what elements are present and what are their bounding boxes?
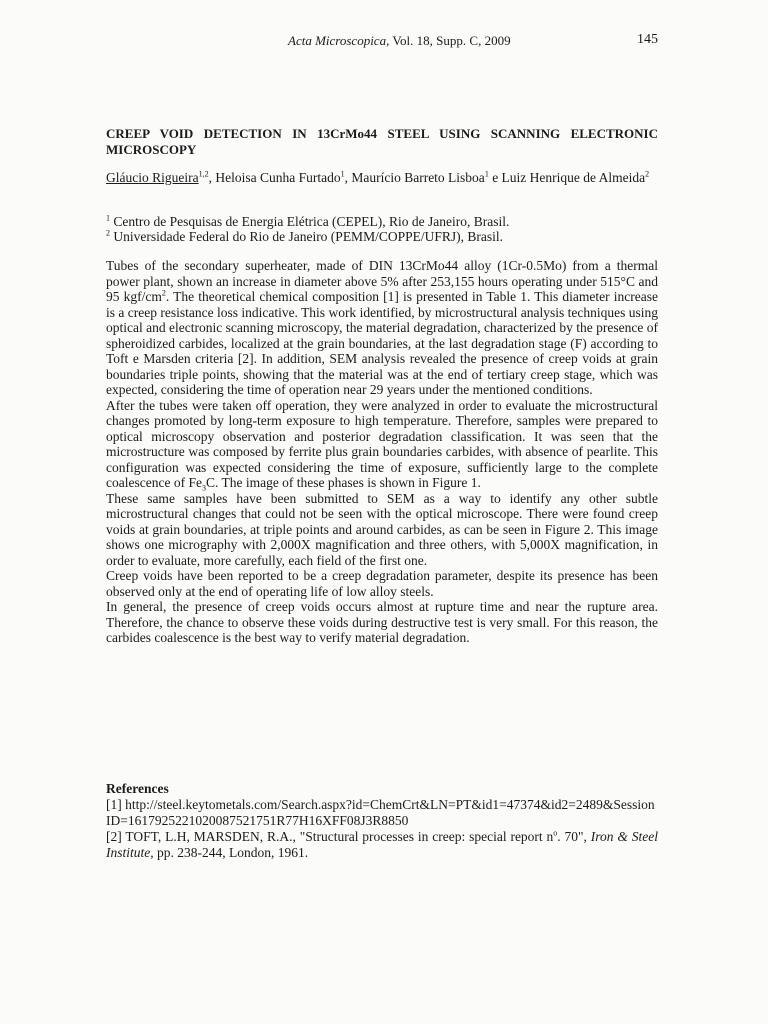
body-paragraph [106, 398, 658, 491]
journal-name: Acta Microscopica, [288, 33, 390, 48]
body-text: C. The image of these phases is shown in Figure 1. [205, 475, 481, 490]
body-text: . The theoretical chemical composition [1] is presented in Table 1. This diameter increase is a creep resistance loss indicative. This work identified, by microstructural analysis techniques using optical and electronic scanning microscopy, the material degradation, characterized by the presence of spheroidized carbides, localized at the grain boundaries, at the last degradation stage (F) according to Toft e Marsden criteria [2]. In addition, SEM analysis revealed the presence of creep voids at grain boundaries triple points, showing that the material was at the end of tertiary creep stage, which was expected, considering the time of operation near 29 years under the mentioned conditions. [106, 289, 658, 397]
reference-link[interactable]: [1] http://steel.keytometals.com/Search.aspx?id=ChemCrt&LN=PT&id1=47374&id2=2489&SessionID=1617925221020087521751R77H16XFF08J3R8850 [106, 797, 655, 828]
body-text: After the tubes were taken off operation, they were analyzed in order to evaluate the microstructural changes promoted by long-term exposure to high temperature. Therefore, samples were prepared to optical microscopy observation and posterior degradation classification. It was seen that the microstructure was composed by ferrite plus grain boundaries carbides, with absence of pearlite. This configuration was expected considering the time of exposure, sufficiently large to the complete coalescence of Fe [106, 397, 658, 490]
body-paragraph: In general, the presence of creep voids occurs almost at rupture time and near the rupture area. Therefore, the chance to observe these voids during destructive test is very small. For this reason, the carbides coalescence is the best way to verify material degradation. [106, 599, 658, 645]
reference-item [106, 829, 658, 861]
paper-title: CREEP VOID DETECTION IN 13CrMo44 STEEL USING SCANNING ELECTRONIC MICROSCOPY [106, 126, 658, 157]
superscript: 2 [161, 288, 166, 298]
author-list [106, 169, 658, 186]
author-affiliation-mark: 1 [340, 169, 345, 179]
reference-text: . 70", [557, 829, 591, 844]
author-affiliation-mark: 1,2 [198, 169, 209, 179]
affiliation [106, 229, 658, 245]
journal-citation [288, 33, 511, 49]
affiliation [106, 214, 658, 230]
page-number: 145 [637, 32, 658, 47]
author-affiliation-mark: 1 [484, 169, 489, 179]
author-name: e Luiz Henrique de Almeida [488, 170, 646, 185]
affiliation-text: Universidade Federal do Rio de Janeiro (PEMM/COPPE/UFRJ), Brasil. [110, 229, 503, 244]
author-affiliation-mark: 2 [645, 169, 650, 179]
running-header [106, 33, 658, 51]
abstract-body [106, 258, 658, 646]
body-paragraph: Creep voids have been reported to be a creep degradation parameter, despite its presence has been observed only at the end of operating life of low alloy steels. [106, 568, 658, 599]
author-name: , Maurício Barreto Lisboa [344, 170, 485, 185]
affiliation-mark: 1 [106, 213, 110, 223]
author-name: , Heloisa Cunha Furtado [208, 170, 341, 185]
affiliation-text: Centro de Pesquisas de Energia Elétrica (CEPEL), Rio de Janeiro, Brasil. [110, 214, 510, 229]
superscript: o [553, 828, 558, 838]
references-section [106, 781, 658, 861]
reference-item [106, 797, 658, 829]
author-name: Gláucio Rigueira [106, 170, 199, 185]
subscript: 3 [201, 483, 206, 493]
references-heading: References [106, 781, 169, 796]
reference-journal: Iron & Steel Institute [106, 829, 659, 860]
reference-text: [2] TOFT, L.H, MARSDEN, R.A., "Structural processes in creep: special report n [106, 829, 554, 844]
body-paragraph [106, 258, 658, 398]
journal-volume: Vol. 18, Supp. C, 2009 [389, 33, 511, 48]
body-paragraph: These same samples have been submitted to SEM as a way to identify any other subtle microstructural changes that could not be seen with the optical microscope. There were found creep voids at grain boundaries, at triple points and around carbides, as can be seen in Figure 2. This image shows one micrography with 2,000X magnification and three others, with 5,000X magnification, in order to evaluate, more carefully, each field of the first one. [106, 490, 658, 568]
body-text: Tubes of the secondary superheater, made of DIN 13CrMo44 alloy (1Cr-0.5Mo) from a thermal power plant, shown an increase in diameter above 5% after 253,155 hours operating under 515°C and 95 kgf/cm [106, 258, 658, 304]
reference-text: , pp. 238-244, London, 1961. [150, 845, 309, 860]
affiliation-mark: 2 [106, 228, 110, 238]
